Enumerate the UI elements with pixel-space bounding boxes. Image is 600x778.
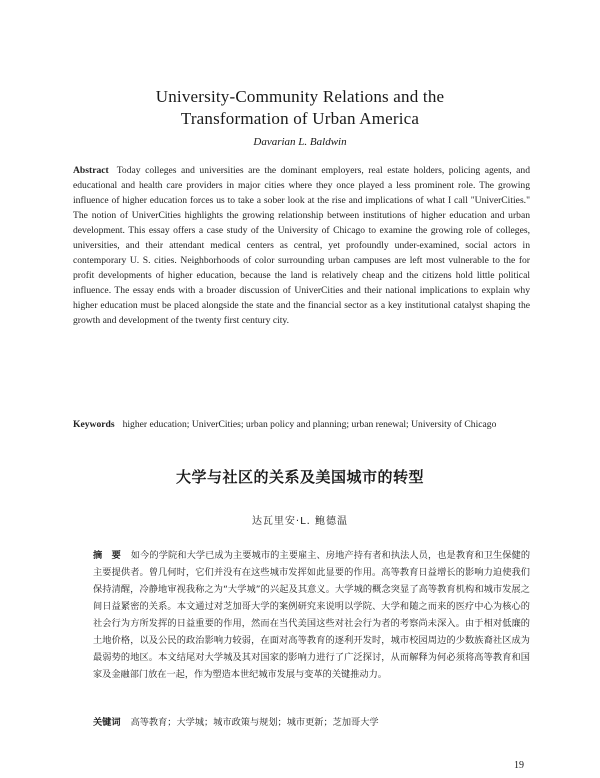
english-author: Davarian L. Baldwin: [253, 136, 347, 148]
chinese-abstract-text: 如今的学院和大学已成为主要城市的主要雇主、房地产持有者和执法人员，也是教育和卫生保健的主要提供者。曾几何时，它们并没有在这些城市发挥如此显要的作用。高等教育日益增长的影响力迫使我们保持清醒，冷静地审视我称之为“大学城”的兴起及其意义。大学城的概念突显了高等教育机构和城市发展之间日益紧密的关系。本文通过对芝加哥大学的案例研究来说明以学院、大学和随之而来的医疗中心为核心的社会行为方所发挥的日益重要的作用，然而在当代美国这些对社会行为者的考察尚未深入。由于相对低廉的土地价格，以及公民的政治影响力较弱，在面对高等教育的逐利开发时，城市校园周边的少数族裔社区成为最弱势的地区。本文结尾对大学城及其对国家的影响力进行了广泛探讨，从而解释为何必须将高等教育和国家及金融部门放在一起，作为塑造本世纪城市发展与变革的关键推动力。: [93, 550, 531, 680]
english-abstract: [73, 163, 530, 328]
chinese-abstract: [93, 547, 530, 683]
chinese-keywords-text: 高等教育；大学城；城市政策与规划；城市更新；芝加哥大学: [130, 717, 379, 728]
keywords-text: higher education; UniverCities; urban policy and planning; urban renewal; University of Chicago: [122, 419, 497, 430]
chinese-keywords-label: 关键词: [93, 717, 121, 728]
abstract-label: Abstract: [73, 165, 109, 176]
keywords-label: Keywords: [73, 419, 115, 430]
english-title-line-2: Transformation of Urban America: [180, 109, 420, 128]
chinese-abstract-label: 摘 要: [93, 550, 121, 561]
english-keywords: [73, 417, 530, 432]
page-number: 19: [514, 760, 524, 771]
chinese-title: 大学与社区的关系及美国城市的转型: [175, 468, 424, 486]
english-title-line-1: University-Community Relations and the: [155, 87, 445, 106]
abstract-text: Today colleges and universities are the dominant employers, real estate holders, policing agents, and educational and health care providers in major cities where they once played a less prominent role. The growing influence of higher education forces us to take a sober look at the rise and implications of what I call "UniverCities." The notion of UniverCities highlights the growing relationship between institutions of higher education and urban development. This essay offers a case study of the University of Chicago to examine the growing role of colleges, universities, and their attendant medical centers as central, yet profoundly under-examined, social actors in contemporary U. S. cities. Neighborhoods of color surrounding urban campuses are left most vulnerable to the for profit developments of higher education, because the land is relatively cheap and the citizens hold little political influence. The essay ends with a broader discussion of UniverCities and their national implications to explain why higher education must be placed alongside the state and the financial sector as a key institutional catalyst shaping the growth and development of the twenty first century city.: [73, 165, 530, 326]
chinese-author: 达瓦里安·L. 鲍德温: [251, 516, 349, 527]
chinese-keywords: [93, 715, 530, 730]
